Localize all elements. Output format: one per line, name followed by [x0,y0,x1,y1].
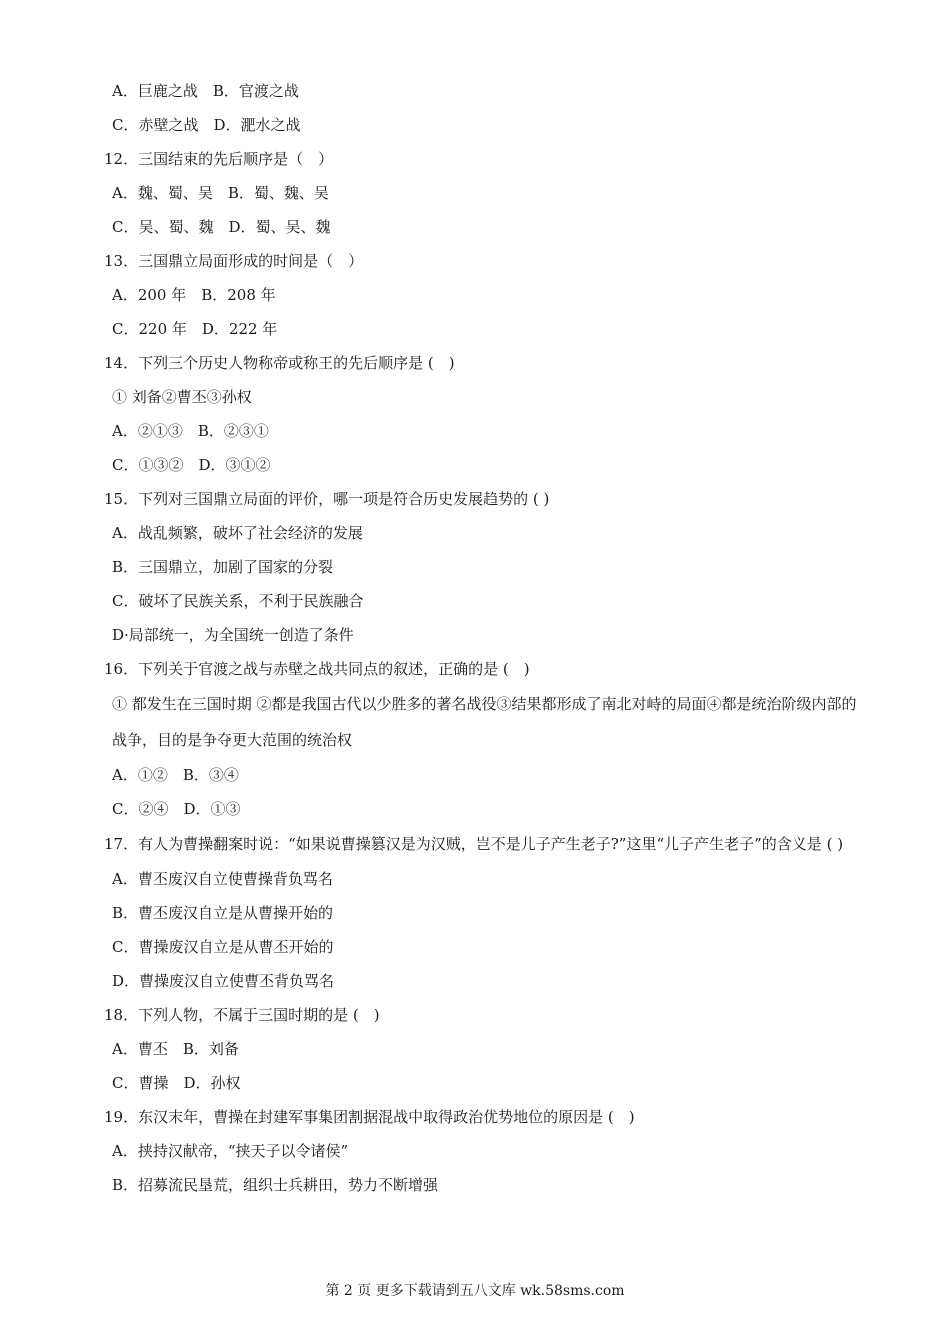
question-18: 18．下列人物，不属于三国时期的是 ( ) [104,1006,380,1024]
question-16: 16．下列关于官渡之战与赤壁之战共同点的叙述，正确的是 ( ) [104,660,530,678]
q16-statements: ① 都发生在三国时期 ②都是我国古代以少胜多的著名战役③结果都形成了南北对峙的局面④都是统治阶级内部的战争，目的是争夺更大范围的统治权 [112,695,857,749]
document-body [104,74,868,1202]
q15-option-b: B．三国鼎立，加剧了国家的分裂 [112,558,334,576]
q16-options-cd: C．②④ D．①③ [112,800,241,818]
q17-option-b: B．曹丕废汉自立是从曹操开始的 [112,904,334,922]
q15-option-a: A．战乱频繁，破坏了社会经济的发展 [112,524,363,542]
q17-option-a: A．曹丕废汉自立使曹操背负骂名 [112,870,333,888]
q16-options-ab: A．①② B．③④ [112,766,239,784]
q14-options-ab: A．②①③ B．②③① [112,422,269,440]
question-14: 14．下列三个历史人物称帝或称王的先后顺序是 ( ) [104,354,455,372]
q19-option-a: A．挟持汉献帝，“挟天子以令诸侯” [112,1142,349,1160]
q12-options-ab: A．魏、蜀、吴 B．蜀、魏、吴 [112,184,329,202]
q14-statements: ① 刘备②曹丕③孙权 [112,388,252,406]
q11-options-cd: C．赤壁之战 D．淝水之战 [112,116,301,134]
question-17: 17．有人为曹操翻案时说：“如果说曹操篡汉是为汉贼，岂不是儿子产生老子?”这里“儿子产生老子”的含义是 ( ) [104,835,844,853]
q19-option-b: B．招募流民垦荒，组织士兵耕田，势力不断增强 [112,1176,439,1194]
q14-options-cd: C．①③② D．③①② [112,456,271,474]
q17-option-d: D．曹操废汉自立使曹丕背负骂名 [112,972,335,990]
q11-options-ab: A．巨鹿之战 B．官渡之战 [112,82,299,100]
question-15: 15．下列对三国鼎立局面的评价，哪一项是符合历史发展趋势的 ( ) [104,490,550,508]
q15-option-c: C．破坏了民族关系，不利于民族融合 [112,592,364,610]
q13-options-ab: A．200 年 B．208 年 [112,286,276,304]
question-19: 19．东汉末年，曹操在封建军事集团割据混战中取得政治优势地位的原因是 ( ) [104,1108,635,1126]
q12-options-cd: C．吴、蜀、魏 D．蜀、吴、魏 [112,218,331,236]
q17-option-c: C．曹操废汉自立是从曹丕开始的 [112,938,334,956]
q18-options-cd: C．曹操 D．孙权 [112,1074,241,1092]
q15-option-d: D·局部统一，为全国统一创造了条件 [112,626,354,644]
q13-options-cd: C．220 年 D．222 年 [112,320,278,338]
page-footer: 第 2 页 更多下载请到五八文库 wk.58sms.com [325,1283,625,1299]
question-13: 13．三国鼎立局面形成的时间是（ ） [104,252,364,270]
question-12: 12．三国结束的先后顺序是（ ） [104,150,334,168]
q18-options-ab: A．曹丕 B．刘备 [112,1040,239,1058]
